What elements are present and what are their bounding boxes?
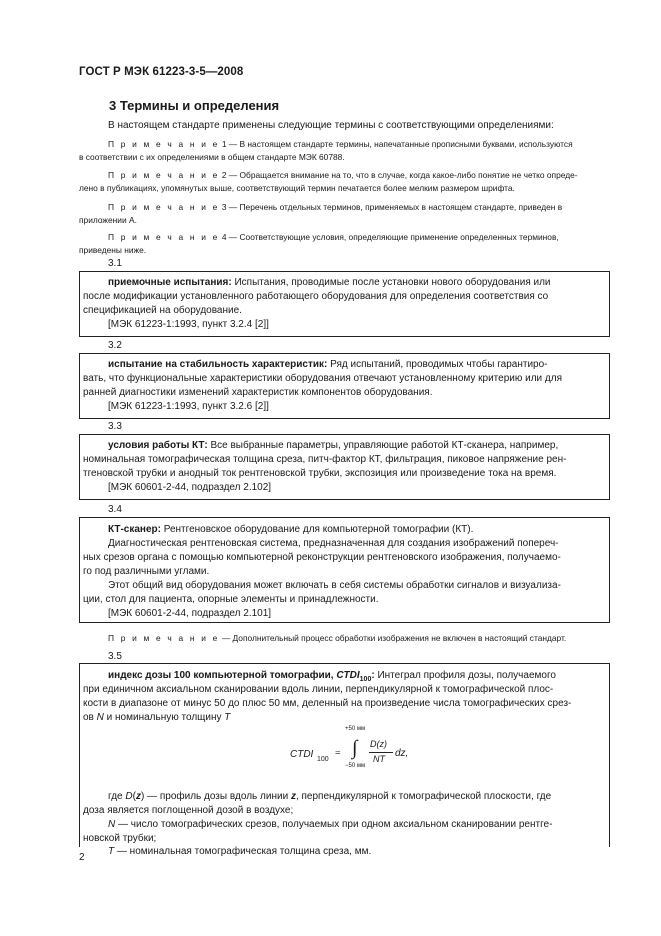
term-line: тгеновской трубки и анодный ток рентгеновской трубки, экспозиция или произведение тока на время. bbox=[83, 468, 557, 479]
term-symbol-sub: 100 bbox=[359, 676, 372, 683]
term-number: 3.2 bbox=[108, 340, 122, 351]
integral-sign: ∫ bbox=[352, 737, 358, 759]
note-text: 3 — Перечень отдельных терминов, применяемых в настоящем стандарте, приведен в bbox=[219, 202, 563, 212]
term-line: при единичном аксиальном сканировании вдоль линии, перпендикулярной к томографической плос- bbox=[83, 684, 554, 695]
formula-lhs-sub: 100 bbox=[317, 756, 329, 763]
term-colon: : bbox=[371, 670, 375, 681]
term-box-3-5 bbox=[79, 663, 610, 857]
note-label: П р и м е ч а н и е bbox=[108, 232, 220, 242]
note-3 bbox=[108, 200, 562, 215]
document-header: ГОСТ Р МЭК 61223-3-5—2008 bbox=[79, 66, 244, 78]
where-text: — число томографических срезов, получаемых при одном аксиальном сканировании рентге- bbox=[115, 819, 553, 830]
formula-lower-limit: −50 мм bbox=[345, 763, 366, 769]
var-N: N bbox=[96, 712, 104, 723]
var-N: N bbox=[108, 819, 116, 830]
term-reference: [МЭК 61223-1:1993, пункт 3.2.4 [2]] bbox=[108, 319, 269, 330]
note-3-cont: приложении А. bbox=[79, 215, 137, 225]
where-line-5 bbox=[108, 845, 371, 859]
term-number: 3.3 bbox=[108, 421, 122, 432]
term-text: Ряд испытаний, проводимых чтобы гарантиро- bbox=[327, 359, 548, 370]
term-line: ции, стол для пациента, опорные элементы и принадлежности. bbox=[83, 594, 379, 605]
term-text: Интеграл профиля дозы, получаемого bbox=[374, 670, 556, 681]
note-1-cont: в соответствии с их определениями в общем стандарте МЭК 60788. bbox=[79, 152, 345, 162]
where-text: , перпендикулярной к томографической плоскости, где bbox=[295, 791, 552, 802]
page-number: 2 bbox=[79, 852, 85, 863]
term-reference: [МЭК 61223-1:1993, пункт 3.2.6 [2]] bbox=[108, 401, 269, 412]
note-4-cont: приведены ниже. bbox=[79, 245, 147, 255]
term-line: ных срезов органа с помощью компьютерной реконструкции рентгеновского изображения, получаемо- bbox=[83, 552, 561, 563]
where-line-2: доза является поглощенной дозой в воздухе; bbox=[83, 805, 294, 816]
term-number: 3.1 bbox=[108, 258, 122, 269]
note-text: — Дополнительный процесс обработки изображения не включен в настоящий стандарт. bbox=[219, 633, 567, 643]
term-line: ранней диагностики изменений характеристик компонентов оборудования. bbox=[83, 387, 433, 398]
where-line-4: новской трубки; bbox=[83, 833, 157, 844]
term-name: приемочные испытания: bbox=[108, 277, 232, 288]
term-line: спецификацией на оборудование. bbox=[83, 305, 242, 316]
note-label: П р и м е ч а н и е bbox=[108, 170, 220, 180]
term-name: условия работы КТ: bbox=[108, 440, 208, 451]
formula-dz: dz, bbox=[395, 748, 409, 759]
where-text: где bbox=[108, 791, 126, 802]
term-box-3-4 bbox=[79, 517, 610, 623]
note-2-cont: лено в публикациях, упомянутых выше, соответствующий термин печатается более мелким размером шрифта. bbox=[79, 183, 515, 193]
note-text: 4 — Соответствующие условия, определяющие применение определенных терминов, bbox=[219, 232, 559, 242]
term-name: КТ-сканер: bbox=[108, 524, 161, 535]
term-reference: [МЭК 60601-2-44, подраздел 2.102] bbox=[108, 482, 272, 493]
term-name: индекс дозы 100 компьютерной томографии, bbox=[108, 670, 334, 681]
term-reference: [МЭК 60601-2-44, подраздел 2.101] bbox=[108, 608, 272, 619]
term-box-3-2 bbox=[79, 353, 610, 419]
term-symbol: CTDI bbox=[336, 670, 360, 681]
term-text: ов bbox=[83, 712, 97, 723]
note-label: П р и м е ч а н и е bbox=[108, 633, 220, 643]
note-after-3-4 bbox=[108, 631, 566, 646]
term-line: номинальная томографическая толщина среза, питч-фактор КТ, фильтрация, пиковое напряжение рен- bbox=[83, 454, 567, 465]
term-line: го под различными углами. bbox=[83, 566, 210, 577]
intro-text: В настоящем стандарте применены следующие термины с соответствующими определениями: bbox=[108, 120, 554, 131]
term-line: кости в диапазоне от минус 50 до плюс 50 мм, деленный на произведение числа томографических срез- bbox=[83, 698, 572, 709]
term-line: Этот общий вид оборудования может включать в себя системы обработки сигналов и визуализа- bbox=[108, 580, 561, 591]
term-line bbox=[108, 439, 558, 453]
formula-equals: = bbox=[335, 748, 341, 759]
var-T: T bbox=[108, 846, 115, 857]
term-box-3-3 bbox=[79, 434, 610, 500]
note-text: 1 — В настоящем стандарте термины, напечатанные прописными буквами, используются bbox=[219, 139, 573, 149]
formula-denominator: NT bbox=[373, 754, 385, 764]
note-label: П р и м е ч а н и е bbox=[108, 139, 220, 149]
term-text: Все выбранные параметры, управляющие работой КТ-сканера, например, bbox=[207, 440, 559, 451]
where-text: ) — профиль дозы вдоль линии bbox=[140, 791, 291, 802]
note-4 bbox=[108, 230, 559, 245]
term-line bbox=[108, 358, 548, 372]
term-name: испытание на стабильность характеристик: bbox=[108, 359, 328, 370]
term-text: Рентгеновское оборудование для компьютерной томографии (КТ). bbox=[160, 524, 474, 535]
ctdi-formula bbox=[290, 726, 420, 778]
term-text: и номинальную толщину bbox=[103, 712, 225, 723]
formula-numerator: D(z) bbox=[370, 739, 387, 749]
term-line: вать, что функциональные характеристики оборудования отвечают установленному критерию или для bbox=[83, 373, 563, 384]
var-z: z bbox=[290, 791, 296, 802]
term-text: Испытания, проводимые после установки нового оборудования или bbox=[231, 277, 551, 288]
formula-lhs: CTDI bbox=[290, 749, 314, 760]
term-line: Диагностическая рентгеновская система, предназначенная для создания изображений попереч- bbox=[108, 538, 559, 549]
fraction-bar bbox=[369, 752, 393, 753]
note-text: 2 — Обращается внимание на то, что в случае, когда какое-либо понятие не четко опреде- bbox=[219, 170, 578, 180]
var-T: T bbox=[224, 712, 231, 723]
section-title: 3 Термины и определения bbox=[109, 98, 280, 113]
term-line bbox=[108, 523, 473, 537]
term-line bbox=[83, 711, 230, 725]
var-D: D bbox=[125, 791, 133, 802]
formula-upper-limit: +50 мм bbox=[345, 726, 366, 732]
where-line-3 bbox=[108, 818, 552, 832]
term-line: после модификации установленного работающего оборудования для определения соответствия со bbox=[83, 291, 549, 302]
term-box-3-1 bbox=[79, 271, 610, 337]
term-number: 3.5 bbox=[108, 651, 122, 662]
where-text: ( bbox=[132, 791, 136, 802]
term-line bbox=[108, 276, 551, 290]
where-text: — номинальная томографическая толщина среза, мм. bbox=[114, 846, 372, 857]
var-z: z bbox=[135, 791, 141, 802]
term-number: 3.4 bbox=[108, 504, 122, 515]
where-line-1 bbox=[108, 790, 551, 804]
note-label: П р и м е ч а н и е bbox=[108, 202, 220, 212]
